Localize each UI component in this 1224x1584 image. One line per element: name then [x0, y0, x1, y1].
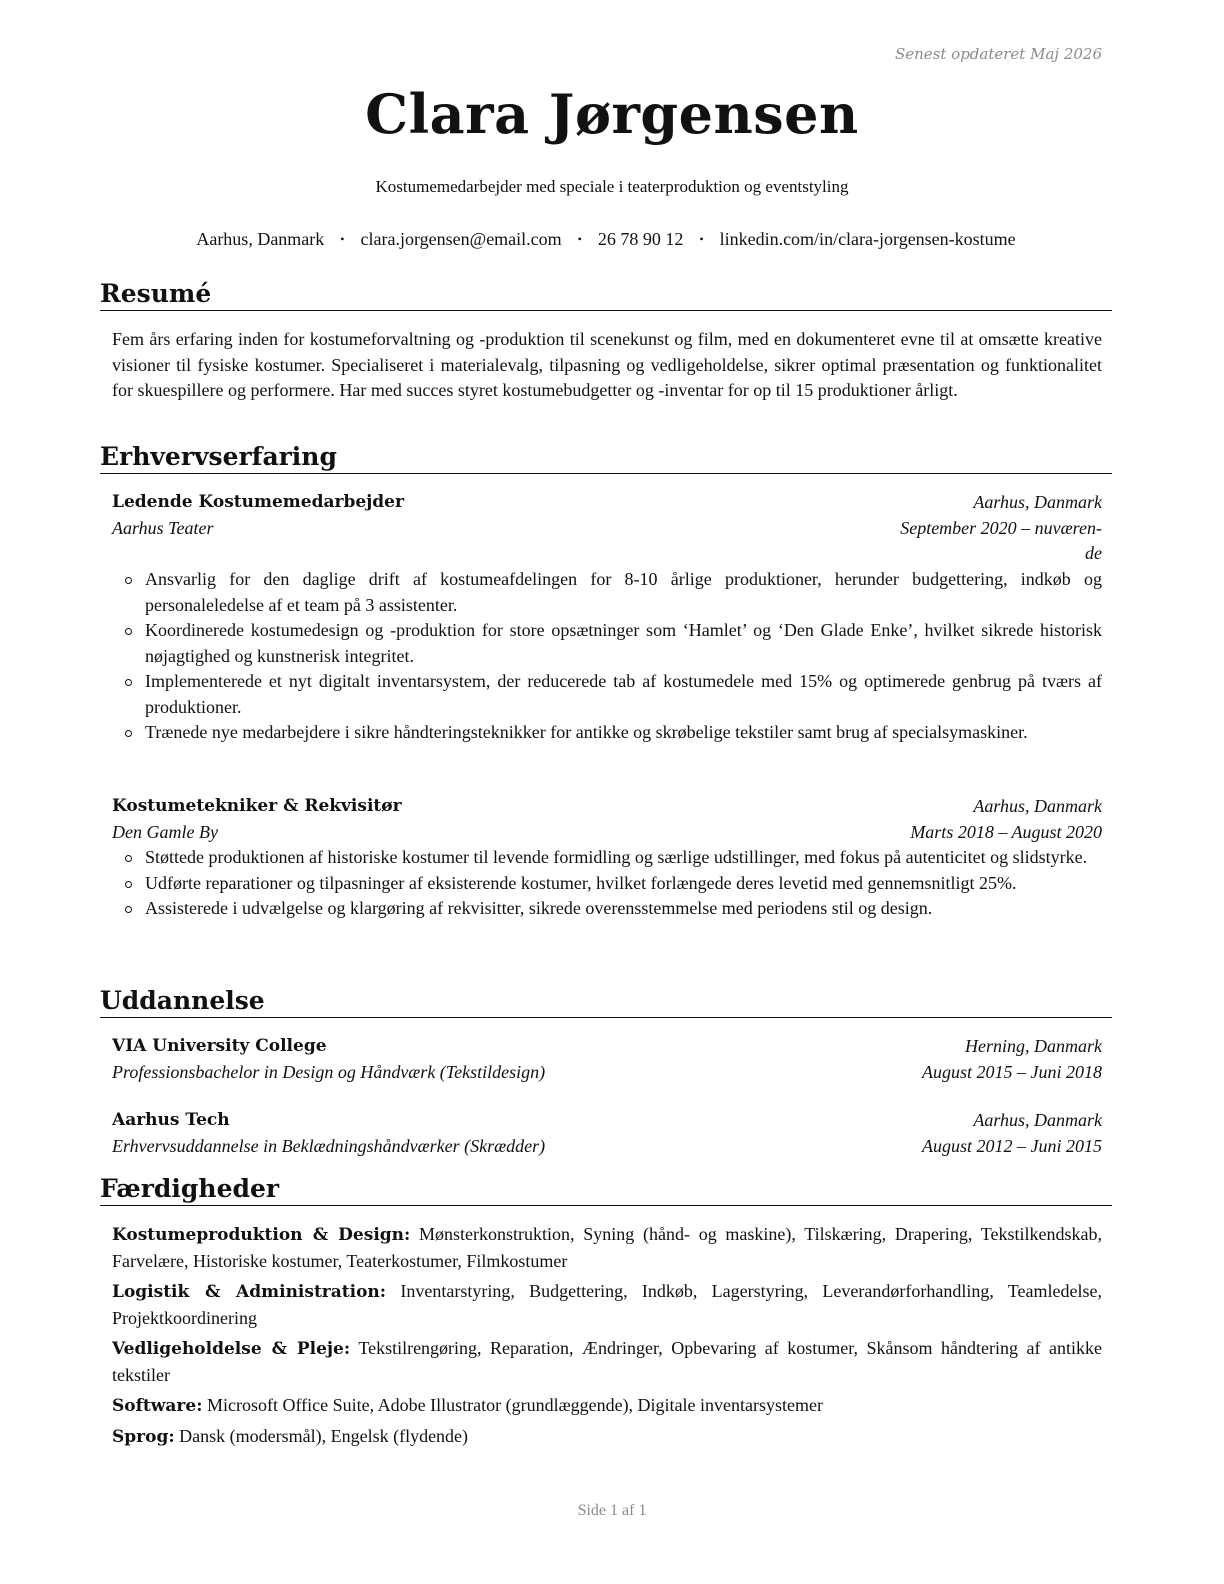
skill-group [112, 1424, 1102, 1451]
skill-group [112, 1393, 1102, 1420]
skill-text: Dansk (modersmål), Engelsk (flydende) [174, 1426, 469, 1446]
list-item: Assisterede i udvælgelse og klargøring af rekvisitter, sikrede overensstemmelse med periodens stil og design. [112, 896, 1102, 922]
list-item: Koordinerede kostumedesign og -produktion for store opsætninger som ‘Hamlet’ og ‘Den Glade Enke’, hvilket sikrede historisk nøjagtighed og kunstnerisk integritet. [112, 618, 1102, 669]
bullet-circle-icon [125, 730, 132, 737]
separator-dot: • [577, 232, 582, 246]
bullet-circle-icon [125, 881, 132, 888]
education-dates: August 2015 – Juni 2018 [922, 1062, 1102, 1082]
degree: Erhvervsuddannelse in Beklædningshåndværker (Skrædder) [112, 1136, 546, 1156]
bullet-circle-icon [125, 855, 132, 862]
job-company: Den Gamle By [112, 822, 218, 842]
skill-group [112, 1222, 1102, 1274]
contact-email[interactable]: clara.jorgensen@email.com [360, 229, 562, 249]
skill-text: Mønsterkonstruktion, Syning (hånd- og maskine), Tilskæring, Drapering, Tekstilkendskab, Farvelære, Historiske kostumer, Teaterkostumer, Filmkostumer [112, 1224, 1102, 1271]
school-location: Herning, Danmark [965, 1036, 1102, 1056]
skill-text: Microsoft Office Suite, Adobe Illustrator (grundlæggende), Digitale inventarsystemer [202, 1395, 824, 1415]
job-subheader [112, 820, 1102, 846]
bullet-circle-icon [125, 906, 132, 913]
skill-label: Sprog: [112, 1427, 175, 1447]
separator-dot: • [340, 232, 345, 246]
list-item: Implementerede et nyt digitalt inventarsystem, der reducerede tab af kostumedele med 15% og optimerede genbrug på tværs af produktioner. [112, 669, 1102, 720]
education-header [112, 1034, 1102, 1060]
education-subheader [112, 1134, 1102, 1160]
school-name: Aarhus Tech [112, 1110, 230, 1130]
skill-text: Inventarstyring, Budgettering, Indkøb, Lagerstyring, Leverandørforhandling, Teamledelse, Projektkoordinering [112, 1281, 1102, 1328]
skill-label: Vedligeholdelse & Pleje: [112, 1339, 351, 1359]
contact-line [100, 229, 1112, 250]
section-heading-education: Uddannelse [100, 987, 1112, 1018]
section-heading-summary: Resumé [100, 280, 1112, 311]
summary-paragraph: Fem års erfaring inden for kostumeforvaltning og -produktion til scenekunst og film, med en dokumenteret evne til at omsætte kreative visioner til fysiske kostumer. Specialiseret i materialevalg, tilpasning og vedligeholdelse, sikrer optimal præsentation og funktionalitet for skuespillere og performere. Har med succes styret kostumebudgetter og -inventar for op til 15 produktioner årligt. [112, 329, 1102, 400]
skill-label: Kostumeproduktion & Design: [112, 1225, 411, 1245]
job-dates: September 2020 – nuværen- [900, 518, 1102, 538]
separator-dot: • [699, 232, 704, 246]
job-dates-continued [112, 541, 1102, 567]
list-item: Trænede nye medarbejdere i sikre håndteringsteknikker for antikke og skrøbelige tekstiler samt brug af specialsymaskiner. [112, 720, 1102, 746]
skill-group [112, 1336, 1102, 1388]
skill-label: Software: [112, 1396, 203, 1416]
job-dates-line2: de [1085, 543, 1102, 563]
contact-linkedin[interactable]: linkedin.com/in/clara-jorgensen-kostume [719, 229, 1016, 249]
school-location: Aarhus, Danmark [973, 1110, 1102, 1130]
job-title: Kostumetekniker & Rekvisitør [112, 796, 402, 816]
education-dates: August 2012 – Juni 2015 [922, 1136, 1102, 1156]
job-location: Aarhus, Danmark [973, 796, 1102, 816]
job-title: Ledende Kostumemedarbejder [112, 492, 404, 512]
last-updated: Senest opdateret Maj 2026 [894, 45, 1102, 63]
contact-location: Aarhus, Danmark [196, 229, 325, 249]
education-subheader [112, 1060, 1102, 1086]
job-header [112, 490, 1102, 516]
list-item: Støttede produktionen af historiske kostumer til levende formidling og særlige udstillinger, med fokus på autenticitet og slidstyrke. [112, 845, 1102, 871]
page-number: Side 1 af 1 [577, 1502, 647, 1519]
tagline: Kostumemedarbejder med speciale i teaterproduktion og eventstyling [375, 177, 849, 196]
education-header [112, 1108, 1102, 1134]
list-item: Ansvarlig for den daglige drift af kostumeafdelingen for 8-10 årlige produktioner, herunder budgettering, indkøb og personaleledelse af et team på 3 assistenter. [112, 567, 1102, 618]
person-name: Clara Jørgensen [365, 82, 859, 146]
job-bullet-list [112, 567, 1102, 746]
skill-text: Tekstilrengøring, Reparation, Ændringer, Opbevaring af kostumer, Skånsom håndtering af antikke tekstiler [112, 1338, 1102, 1385]
job-company: Aarhus Teater [112, 518, 214, 538]
job-bullet-list [112, 845, 1102, 922]
job-header [112, 794, 1102, 820]
school-name: VIA University College [112, 1036, 327, 1056]
degree: Professionsbachelor in Design og Håndværk (Tekstildesign) [112, 1062, 546, 1082]
job-dates: Marts 2018 – August 2020 [910, 822, 1102, 842]
job-subheader [112, 516, 1102, 542]
skill-label: Logistik & Administration: [112, 1282, 387, 1302]
contact-phone[interactable]: 26 78 90 12 [597, 229, 684, 249]
bullet-circle-icon [125, 577, 132, 584]
bullet-circle-icon [125, 628, 132, 635]
bullet-circle-icon [125, 679, 132, 686]
list-item: Udførte reparationer og tilpasninger af eksisterende kostumer, hvilket forlængede deres levetid med gennemsnitligt 25%. [112, 871, 1102, 897]
job-location: Aarhus, Danmark [973, 492, 1102, 512]
section-heading-skills: Færdigheder [100, 1175, 1112, 1206]
skill-group [112, 1279, 1102, 1331]
section-heading-experience: Erhvervserfaring [100, 443, 1112, 474]
